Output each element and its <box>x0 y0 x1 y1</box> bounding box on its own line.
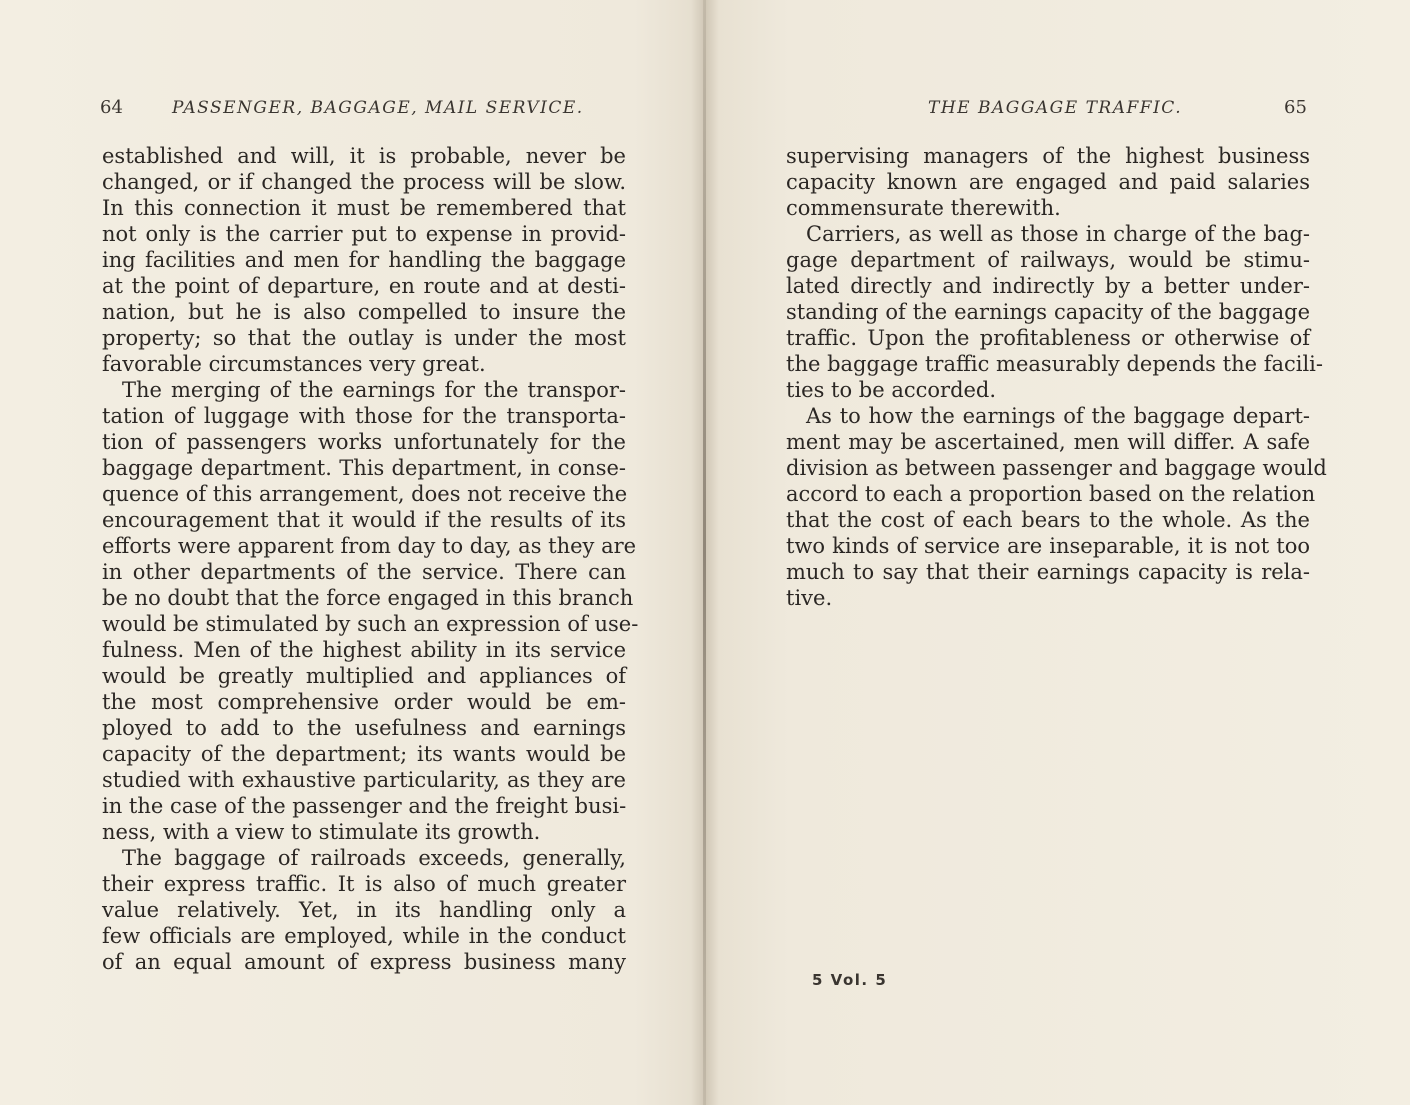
text-line: value relatively. Yet, in its handling only a <box>102 898 626 922</box>
text-line: of an equal amount of express business many <box>102 950 626 974</box>
text-line: efforts were apparent from day to day, as they are <box>102 534 637 558</box>
text-line: supervising managers of the highest business <box>786 144 1310 168</box>
signature-mark: 5 Vol. 5 <box>812 971 888 989</box>
text-line: would be greatly multiplied and appliances of <box>102 664 626 688</box>
text-line: encouragement that it would if the results of its <box>102 508 626 532</box>
text-line: quence of this arrangement, does not receive the <box>102 482 628 506</box>
right-page <box>706 0 1410 1105</box>
left-body-text <box>102 143 639 975</box>
text-line: tation of luggage with those for the transporta- <box>102 404 626 428</box>
text-line: their express traffic. It is also of much greater <box>102 872 626 896</box>
text-line: established and will, it is probable, never be <box>102 144 626 168</box>
text-line: ment may be ascertained, men will differ. A safe <box>786 430 1310 454</box>
text-line: commensurate therewith. <box>786 196 1061 220</box>
text-line: capacity of the department; its wants would be <box>102 742 626 766</box>
left-paragraph-2 <box>102 377 639 845</box>
text-line: changed, or if changed the process will be slow. <box>102 170 626 194</box>
text-line: studied with exhaustive particularity, as they are <box>102 768 626 792</box>
right-running-head: THE BAGGAGE TRAFFIC. <box>928 98 1183 118</box>
text-line: gage department of railways, would be stimu- <box>786 248 1310 272</box>
text-line: the most comprehensive order would be em- <box>102 690 626 714</box>
text-line: division as between passenger and baggage would <box>786 456 1327 480</box>
text-line: ing facilities and men for handling the baggage <box>102 248 626 272</box>
text-line: ties to be accorded. <box>786 378 997 402</box>
text-line: traffic. Upon the profitableness or otherwise of <box>786 326 1310 350</box>
text-line: accord to each a proportion based on the relation <box>786 482 1316 506</box>
right-body-text <box>786 143 1327 611</box>
text-line: be no doubt that the force engaged in this branch <box>102 586 634 610</box>
text-line: tive. <box>786 586 833 610</box>
text-line: the baggage traffic measurably depends the facili- <box>786 352 1323 376</box>
text-line: tion of passengers works unfortunately for the <box>102 430 626 454</box>
text-line: property; so that the outlay is under the most <box>102 326 626 350</box>
text-line: few officials are employed, while in the conduct <box>102 924 626 948</box>
left-page <box>0 0 703 1105</box>
text-line: Carriers, as well as those in charge of the bag- <box>806 222 1310 246</box>
left-paragraph-3 <box>102 845 626 975</box>
text-line: ness, with a view to stimulate its growth. <box>102 820 541 844</box>
text-line: two kinds of service are inseparable, it is not too <box>786 534 1310 558</box>
left-running-head: PASSENGER, BAGGAGE, MAIL SERVICE. <box>172 98 584 118</box>
left-paragraph-1 <box>102 143 626 377</box>
text-line: much to say that their earnings capacity is rela- <box>786 560 1310 584</box>
text-line: that the cost of each bears to the whole. As the <box>786 508 1310 532</box>
text-line: As to how the earnings of the baggage depart- <box>806 404 1310 428</box>
text-line: at the point of departure, en route and at desti- <box>102 274 626 298</box>
text-line: fulness. Men of the highest ability in its service <box>102 638 626 662</box>
text-line: standing of the earnings capacity of the baggage <box>786 300 1310 324</box>
text-line: capacity known are engaged and paid salaries <box>786 170 1310 194</box>
left-page-number: 64 <box>100 97 123 118</box>
right-paragraph-2 <box>786 221 1323 403</box>
text-line: lated directly and indirectly by a better under- <box>786 274 1310 298</box>
right-paragraph-3 <box>786 403 1327 611</box>
right-paragraph-1 <box>786 143 1310 221</box>
text-line: The baggage of railroads exceeds, generally, <box>122 846 626 870</box>
text-line: favorable circumstances very great. <box>102 352 486 376</box>
text-line: In this connection it must be remembered that <box>102 196 626 220</box>
text-line: in the case of the passenger and the freight busi- <box>102 794 627 818</box>
text-line: nation, but he is also compelled to insure the <box>102 300 626 324</box>
right-page-number: 65 <box>1284 97 1307 118</box>
text-line: ployed to add to the usefulness and earnings <box>102 716 626 740</box>
text-line: would be stimulated by such an expression of use- <box>102 612 639 636</box>
text-line: The merging of the earnings for the transpor- <box>122 378 626 402</box>
text-line: baggage department. This department, in conse- <box>102 456 626 480</box>
text-line: not only is the carrier put to expense in provid- <box>102 222 626 246</box>
text-line: in other departments of the service. There can <box>102 560 626 584</box>
